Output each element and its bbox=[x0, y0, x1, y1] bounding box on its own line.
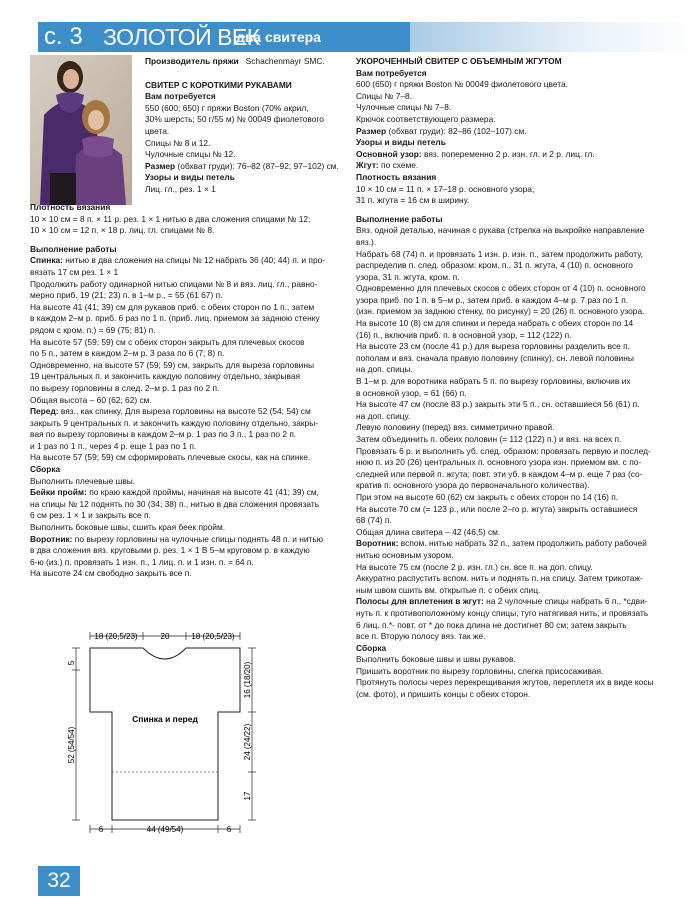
text-line bbox=[356, 538, 654, 550]
dim-top-mid: 20 bbox=[160, 632, 170, 641]
text-line: на доп. спицу. bbox=[356, 410, 411, 421]
line-rest: по вырезу горловины на чулочные спицы поднять 48 п. и нитью bbox=[72, 533, 323, 544]
text-line: ным швом сшить вм. открытые п. с обеих спиц. bbox=[356, 584, 541, 595]
text-line: Выполнить плечевые швы. bbox=[30, 475, 136, 486]
line-rest: (обхват груди): 82–86 (102–107) см. bbox=[386, 125, 527, 136]
text-line: на спицы № 12 поднять по 30 (34; 38) п., нитью в два сложения провязать bbox=[30, 498, 320, 509]
text-line: закрыть 9 центральных п. и закончить каждую половину отдельно, закры- bbox=[30, 417, 319, 428]
text-line: На высоте 41 (41; 39) см для рукавов приб. с обеих сторон по 1 п., затем bbox=[30, 301, 315, 312]
text-line: 10 × 10 см = 11 п. × 17–18 р. основного узора; bbox=[356, 183, 535, 194]
pattern-diagram bbox=[68, 630, 338, 835]
line-lead: Бейки пройм: bbox=[30, 487, 87, 498]
producer-value: Schachenmayr SMC. bbox=[245, 56, 325, 66]
text-line: на доп. спицы. bbox=[356, 364, 413, 375]
text-line: Чулочные спицы № 12. bbox=[145, 149, 236, 160]
text-line: в каждом 2–м р. приб. 6 раз по 1 п. (приб. лиц. приемом за заднюю стенку bbox=[30, 313, 320, 324]
page-number: 32 bbox=[38, 866, 80, 896]
line-rest: нитью в два сложения на спицы № 12 набрать 36 (40; 44) п. и про- bbox=[62, 255, 326, 266]
text-line bbox=[356, 160, 654, 172]
text-line: в основной узор, = 61 (66) п. bbox=[356, 387, 467, 398]
text-line: вая по вырезу горловины в каждом 2–м р. 1 раз по 3 п., 1 раз по 2 п. bbox=[30, 429, 297, 440]
dim-top-right: 18 (20,5/23) bbox=[191, 632, 235, 641]
text-line: Левую половину (перед) вяз. симметрично правой. bbox=[356, 422, 555, 433]
text-line: 550 (600; 650) г пряжи Boston (70% акрил, bbox=[145, 102, 309, 113]
text-line: нюю п. из 20 (26) центральных п. основного узора изн. приемом вм. с по- bbox=[356, 457, 642, 468]
page-subtitle: два свитера bbox=[236, 29, 321, 45]
line-lead: Жгут: bbox=[356, 160, 379, 171]
section-heading: Сборка bbox=[356, 642, 387, 653]
size-label: Размер bbox=[145, 160, 176, 171]
text-line: На высоте 23 см (после 41 р.) для выреза горловины разделить все п. bbox=[356, 341, 631, 352]
text-line: Вяз. одной деталью, начиная с рукава (стрелка на выкройке направление bbox=[356, 225, 645, 236]
text-line: Общая длина свитера – 42 (46,5) см. bbox=[356, 526, 501, 537]
text-line: (изн. приемом за заднюю стенку, по рисунку) = 20 (26) п. основного узора. bbox=[356, 306, 645, 317]
text-line: пополам и вяз. сначала правую половину (спинку), сн. левой половины bbox=[356, 352, 634, 363]
text-line bbox=[30, 534, 325, 546]
section-heading: Вам потребуется bbox=[145, 91, 216, 102]
line-rest: по схеме. bbox=[378, 160, 419, 171]
dim-right-mid: 24 (24/22) bbox=[243, 723, 252, 761]
schematic bbox=[68, 630, 338, 835]
body-outline bbox=[90, 648, 240, 820]
text-line: Продолжить работу одинарной нитью спицами № 8 и вяз. лиц. гл., равно- bbox=[30, 278, 318, 289]
text-line: Одновременно, на высоте 57 (59; 59) см, закрыть для выреза горловины bbox=[30, 359, 314, 370]
photo-illustration bbox=[30, 55, 132, 205]
line-lead: Спинка: bbox=[30, 255, 63, 266]
text-line: Набрать 68 (74) п. и провязать 1 изн. р. изн. п., затем продолжить работу, bbox=[356, 248, 643, 259]
line-lead: Размер bbox=[356, 125, 387, 136]
text-line bbox=[356, 149, 654, 161]
models-photo bbox=[30, 55, 132, 205]
text-line: (см. фото), и пришить концы с обеих сторон. bbox=[356, 689, 531, 700]
text-line: 31 п. жгута = 16 см в ширину. bbox=[356, 195, 470, 206]
text-line bbox=[356, 596, 654, 608]
text-line: Протянуть полосы через перекрещивания жгутов, переплетя их в виде косы bbox=[356, 677, 654, 688]
patterns-title: Узоры и виды петель bbox=[145, 172, 235, 183]
page-header bbox=[0, 22, 695, 52]
text-line: Спицы № 7–8. bbox=[356, 90, 413, 101]
text-line: следней или первой п. жгута; повт. эти уб. в каждом 4–м р. еще 7 раз (со- bbox=[356, 468, 643, 479]
patterns-value: Лиц. гл., рез. 1 × 1 bbox=[145, 183, 216, 194]
text-line: 6 лиц. п.*- повт. от * до пока длина не достигнет 80 см; затем закрыть bbox=[356, 619, 627, 630]
text-line: вяз.). bbox=[356, 236, 377, 247]
text-line: узора, 31 п. жгута, кром. п. bbox=[356, 271, 460, 282]
text-line: Выполнить боковые швы и швы рукавов. bbox=[356, 654, 516, 665]
text-line: узора приб. по 1 п. в 5–м р., затем приб. в каждом 4–м р. 7 раз по 1 п. bbox=[356, 294, 629, 305]
text-line: 600 (650) г пряжи Boston № 00049 фиолетового цвета. bbox=[356, 79, 568, 90]
section-number: с. 3 bbox=[44, 23, 83, 50]
left-column-text bbox=[30, 202, 325, 580]
dim-top-left: 18 (20,5/23) bbox=[94, 632, 138, 641]
left-title: СВИТЕР С КОРОТКИМИ РУКАВАМИ bbox=[145, 79, 292, 90]
line-lead: Основной узор: bbox=[356, 148, 422, 159]
section-heading: Выполнение работы bbox=[356, 213, 443, 224]
section-heading: Выполнение работы bbox=[30, 243, 117, 254]
text-line: Крючок соответствующего размера. bbox=[356, 113, 496, 124]
text-line: Аккуратно распустить вспом. нить и поднять п. на спицу. Затем трикотаж- bbox=[356, 573, 643, 584]
text-line: 6 см рез. 1 × 1 и закрыть все п. bbox=[30, 510, 151, 521]
text-line: (16) п., включив приб. п. в основной узор, = 112 (122) п. bbox=[356, 329, 572, 340]
line-rest: на 2 чулочные спицы набрать 6 п., *сдви- bbox=[483, 596, 648, 607]
paragraph-gap bbox=[30, 237, 325, 244]
text-line: Пришить воротник по вырезу горловины, слегка присосаживая. bbox=[356, 665, 604, 676]
text-line: На высоте 10 (8) см для спинки и переда набрать с обеих сторон по 14 bbox=[356, 318, 634, 329]
left-intro bbox=[145, 56, 339, 196]
section-heading: Вам потребуется bbox=[356, 67, 427, 78]
section-heading: Плотность вязания bbox=[30, 202, 111, 212]
right-column bbox=[356, 56, 654, 701]
producer-label: Производитель пряжи bbox=[145, 56, 239, 66]
line-lead: Воротник: bbox=[30, 533, 73, 544]
text-line: вязать 17 см рез. 1 × 1 bbox=[30, 266, 119, 277]
dim-right-bottom: 17 bbox=[243, 791, 252, 801]
text-line: кратив п. основного узора до первоначального количества). bbox=[356, 480, 590, 491]
text-line: 6-ю (из.) п. провязать 1 изн. п., 1 лиц. п. и 1 изн. п. = 64 п. bbox=[30, 556, 254, 567]
text-line: и 1 раз по 1 п., через 4 р. еще 1 раз по 1 п. bbox=[30, 440, 197, 451]
text-line: по 5 п., затем в каждом 2–м р. 3 раза по 6 (7; 8) п. bbox=[30, 348, 225, 359]
text-line: На высоте 24 см свободно закрыть все п. bbox=[30, 568, 192, 579]
text-line: 10 × 10 см = 8 п. × 11 р. рез. 1 × 1 нитью в два сложения спицами № 12; bbox=[30, 213, 311, 224]
paragraph-gap bbox=[356, 207, 654, 214]
text-line: В 1–м р. для воротника набрать 5 п. по вырезу горловины, включив их bbox=[356, 376, 631, 387]
line-rest: вяз. попеременно 2 р. изн. гл. и 2 р. лиц. гл. bbox=[421, 148, 595, 159]
text-line: все п. Вторую полосу вяз. так же. bbox=[356, 631, 486, 642]
text-line: На высоте 57 (59; 59) см с обеих сторон закрыть для плечевых скосов bbox=[30, 336, 305, 347]
text-line: 68 (74) п. bbox=[356, 515, 392, 526]
dim-left-top: 5 bbox=[67, 660, 76, 666]
section-heading: Сборка bbox=[30, 464, 61, 475]
text-line: Спицы № 8 и 12. bbox=[145, 137, 211, 148]
size-value: (обхват груди): 76–82 (87–92; 97–102) см. bbox=[175, 160, 339, 171]
text-line: нуть п. к противоположному концу спицы, туго натягивая нить, и провязать bbox=[356, 607, 649, 618]
text-line: Чулочные спицы № 7–8. bbox=[356, 102, 452, 113]
text-line bbox=[30, 487, 325, 499]
text-line: На высоте 57 (59; 59) см сформировать плечевые скосы, как на спинке. bbox=[30, 452, 311, 463]
text-line: мерно приб. 19 (21; 23) п. в 1–м р., = 55 (61 67) п. bbox=[30, 290, 223, 301]
text-line: в два сложения вяз. круговыми р. рез. 1 × 1 В 5–м круговом р. в каждую bbox=[30, 545, 310, 556]
section-heading: Плотность вязания bbox=[356, 171, 437, 182]
text-line: по вырезу горловины в след. 2–м р. 1 раз по 2 п. bbox=[30, 382, 220, 393]
text-line: 10 × 10 см = 12 п. × 18 р. лиц. гл. спицами № 8. bbox=[30, 225, 215, 236]
text-line: На высоте 47 см (после 83 р.) закрыть эти 5 п., сн. оставшиеся 56 (61) п. bbox=[356, 399, 640, 410]
text-line: Одновременно для плечевых скосов с обеих сторон от 4 (10) п. основного bbox=[356, 283, 646, 294]
text-line: На высоте 70 см (= 123 р., или после 2–го р. жгута) закрыть оставшиеся bbox=[356, 503, 638, 514]
line-lead: Полосы для вплетения в жгут: bbox=[356, 596, 484, 607]
right-title: УКОРОЧЕННЫЙ СВИТЕР С ОБЪЕМНЫМ ЖГУТОМ bbox=[356, 56, 562, 66]
text-line bbox=[30, 255, 325, 267]
text-line: распределив п. след. образом: кром. п., 31 п. жгута, 4 (10) п. основного bbox=[356, 260, 633, 271]
line-rest: вяз., как спинку. Для выреза горловины на высоте 52 (54; 54) см bbox=[58, 406, 311, 417]
text-line: Затем объединить п. обеих половин (= 112 (122) п.) и вяз. на всех п. bbox=[356, 434, 622, 444]
page-title: ЗОЛОТОЙ ВЕК bbox=[103, 24, 260, 50]
line-rest: по краю каждой проймы, начиная на высоте 41 (41; 39) см, bbox=[86, 487, 319, 498]
text-line: На высоте 75 см (после 2 р. изн. гл.) сн. все п. на доп. спицу. bbox=[356, 561, 593, 572]
diagram-label: Спинка и перед bbox=[132, 714, 198, 724]
dim-bottom-mid: 44 (49/54) bbox=[146, 825, 184, 834]
text-line: Общая высота – 60 (62; 62) см. bbox=[30, 394, 152, 405]
line-lead: Воротник: bbox=[356, 538, 399, 549]
dim-bottom-right: 6 bbox=[226, 825, 232, 834]
dim-left-side: 52 (54/54) bbox=[67, 726, 76, 764]
text-line: При этом на высоте 60 (62) см закрыть с обеих сторон по 14 (16) п. bbox=[356, 491, 619, 502]
text-line bbox=[30, 406, 325, 418]
header-fade bbox=[410, 22, 695, 52]
text-line bbox=[356, 126, 654, 138]
text-line: цвета. bbox=[145, 125, 170, 136]
text-line: 30% шерсть; 50 г/55 м) № 00049 фиолетового bbox=[145, 114, 324, 125]
text-line: Выполнить боковые швы, сшить края беек пройм. bbox=[30, 522, 226, 533]
section-heading: Узоры и виды петель bbox=[356, 137, 446, 148]
line-lead: Перед: bbox=[30, 406, 59, 417]
line-rest: вспом. нитью набрать 32 п., затем продолжить работу рабочей bbox=[398, 538, 647, 549]
text-line: нитью основным узором. bbox=[356, 549, 454, 560]
dim-bottom-left: 6 bbox=[98, 825, 104, 834]
dim-right-top: 16 (18/20) bbox=[243, 661, 252, 699]
text-line: Провязать 6 р. и выполнить уб. след. образом: провязать первую и послед- bbox=[356, 445, 651, 456]
text-line: рядом с кром. п.) = 69 (75; 81) п. bbox=[30, 324, 156, 335]
text-line: 19 центральных п. и закончить каждую половину отдельно, закрывая bbox=[30, 371, 301, 382]
